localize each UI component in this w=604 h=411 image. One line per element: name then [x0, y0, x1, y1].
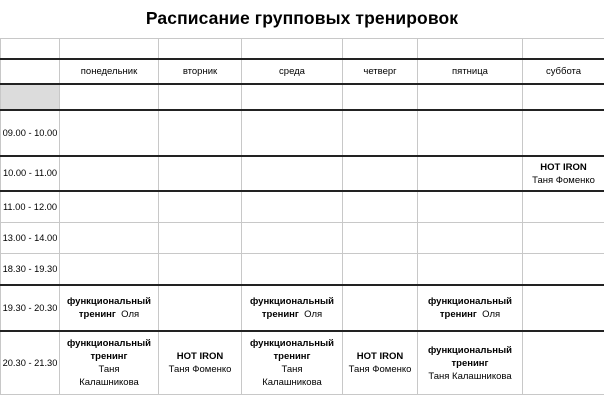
table-cell	[523, 254, 604, 286]
class-cell-friday-1930	[418, 285, 523, 331]
trainer-name: Оля	[482, 309, 501, 320]
class-cell-monday-2030	[60, 331, 159, 395]
table-cell	[242, 223, 343, 254]
trainer-name: Таня Калашникова	[428, 370, 512, 382]
table-cell	[418, 110, 523, 156]
page-title: Расписание групповых тренировок	[145, 8, 459, 28]
table-cell	[60, 39, 159, 60]
class-name: тренинг	[439, 309, 477, 320]
table-cell	[60, 84, 159, 110]
table-cell	[159, 156, 242, 191]
table-cell	[159, 191, 242, 223]
class-name: функциональный	[66, 338, 152, 349]
time-cell: 20.30 - 21.30	[1, 331, 60, 395]
trainer-name: Калашникова	[79, 377, 139, 388]
table-cell	[523, 110, 604, 156]
class-cell-friday-2030	[418, 331, 523, 395]
class-name: тренинг	[78, 309, 116, 320]
class-name: тренинг	[90, 351, 128, 362]
table-cell	[523, 84, 604, 110]
class-name: HOT IRON	[176, 351, 224, 362]
table-cell	[159, 110, 242, 156]
time-cell: 19.30 - 20.30	[1, 285, 60, 331]
table-cell	[242, 39, 343, 60]
table-cell	[159, 84, 242, 110]
table-row	[1, 331, 604, 395]
header-row	[1, 59, 604, 84]
trainer-name: Таня Фоменко	[348, 364, 412, 375]
table-row	[1, 254, 604, 286]
table-row	[1, 39, 604, 60]
table-cell	[1, 39, 60, 60]
table-cell	[523, 331, 604, 395]
table-cell	[418, 39, 523, 60]
class-name: тренинг	[451, 357, 489, 369]
class-name: функциональный	[249, 338, 335, 349]
table-cell	[159, 285, 242, 331]
table-cell	[159, 39, 242, 60]
class-cell-saturday-1000	[523, 156, 604, 191]
table-row	[1, 191, 604, 223]
table-cell	[523, 223, 604, 254]
column-header-saturday: суббота	[523, 59, 604, 84]
time-cell: 13.00 - 14.00	[1, 223, 60, 254]
column-header-friday: пятница	[418, 59, 523, 84]
class-cell-tuesday-2030	[159, 331, 242, 395]
trainer-name: Таня Фоменко	[168, 364, 232, 375]
table-cell	[343, 39, 418, 60]
class-name: тренинг	[273, 351, 311, 362]
table-cell	[159, 223, 242, 254]
trainer-name: Таня	[281, 364, 303, 375]
table-cell	[159, 254, 242, 286]
table-cell	[343, 191, 418, 223]
time-cell: 10.00 - 11.00	[1, 156, 60, 191]
table-cell	[60, 156, 159, 191]
table-cell	[242, 156, 343, 191]
table-row	[1, 110, 604, 156]
table-row	[1, 285, 604, 331]
table-row	[1, 84, 604, 110]
table-row	[1, 156, 604, 191]
table-cell	[60, 191, 159, 223]
table-cell	[418, 223, 523, 254]
table-cell	[523, 191, 604, 223]
table-cell	[343, 84, 418, 110]
table-cell	[418, 191, 523, 223]
schedule-table	[0, 38, 604, 395]
trainer-name: Оля	[121, 309, 140, 320]
trainer-name: Таня Фоменко	[532, 174, 595, 186]
table-cell	[60, 254, 159, 286]
time-cell: 09.00 - 10.00	[1, 110, 60, 156]
table-cell	[523, 39, 604, 60]
column-header-thursday: четверг	[343, 59, 418, 84]
class-name: функциональный	[249, 296, 335, 307]
time-cell: 11.00 - 12.00	[1, 191, 60, 223]
table-cell	[60, 223, 159, 254]
class-name: функциональный	[427, 344, 513, 356]
column-header-wednesday: среда	[242, 59, 343, 84]
class-name: тренинг	[261, 309, 299, 320]
class-cell-wednesday-1930	[242, 285, 343, 331]
class-name: функциональный	[66, 296, 152, 307]
table-cell	[343, 110, 418, 156]
table-cell	[523, 285, 604, 331]
table-cell	[418, 254, 523, 286]
class-name: функциональный	[427, 296, 513, 307]
table-cell	[343, 254, 418, 286]
class-cell-thursday-2030	[343, 331, 418, 395]
table-cell	[242, 191, 343, 223]
trainer-name: Оля	[304, 309, 323, 320]
table-cell	[343, 223, 418, 254]
table-cell	[343, 156, 418, 191]
time-cell	[1, 84, 60, 110]
table-cell	[343, 285, 418, 331]
class-name: HOT IRON	[540, 161, 587, 173]
table-cell	[418, 156, 523, 191]
table-cell	[242, 110, 343, 156]
table-cell	[242, 84, 343, 110]
trainer-name: Таня	[98, 364, 120, 375]
table-row	[1, 223, 604, 254]
class-cell-wednesday-2030	[242, 331, 343, 395]
table-cell	[418, 84, 523, 110]
time-cell: 18.30 - 19.30	[1, 254, 60, 286]
class-cell-monday-1930	[60, 285, 159, 331]
table-cell	[60, 110, 159, 156]
column-header-monday: понедельник	[60, 59, 159, 84]
column-header-tuesday: вторник	[159, 59, 242, 84]
corner-cell	[1, 59, 60, 84]
table-cell	[242, 254, 343, 286]
trainer-name: Калашникова	[262, 377, 322, 388]
class-name: HOT IRON	[356, 351, 404, 362]
